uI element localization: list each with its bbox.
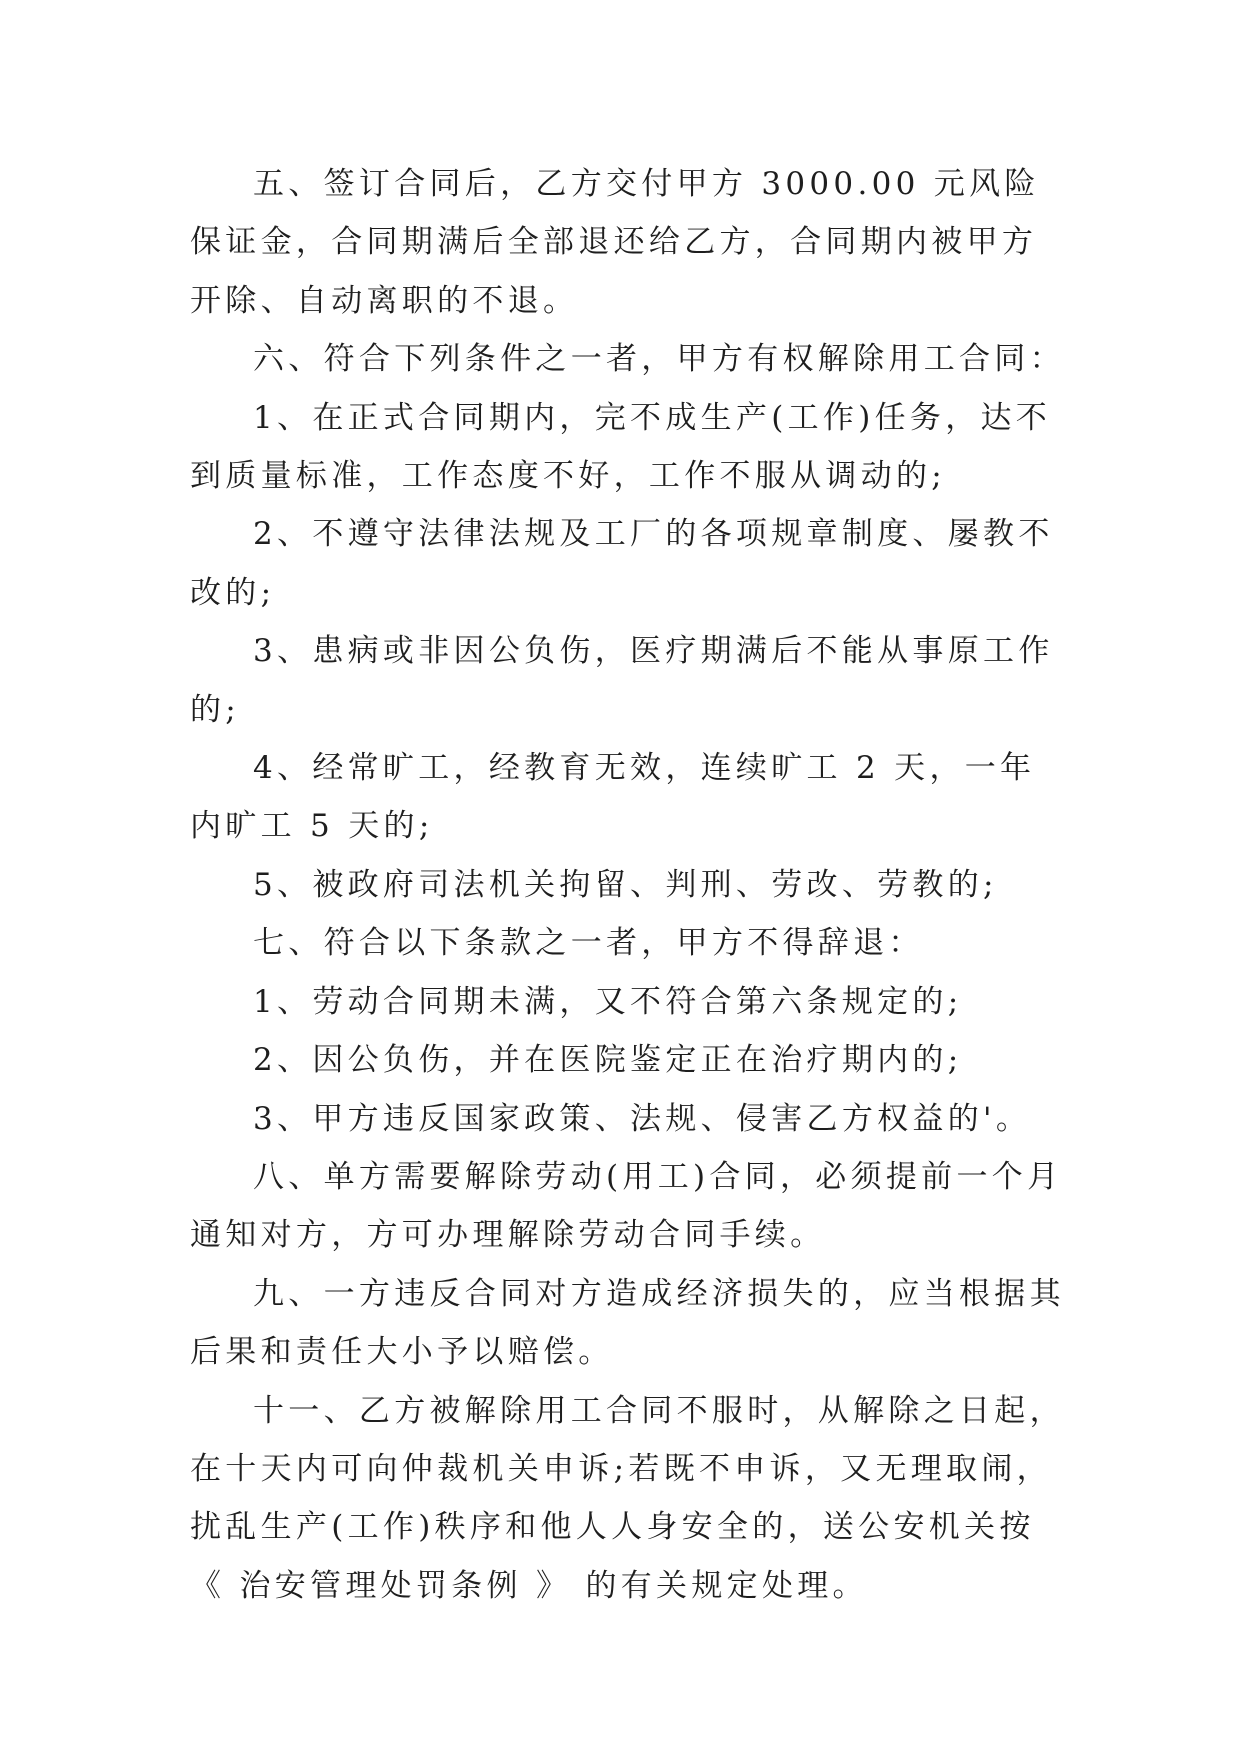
clause-6-item-1: 1、在正式合同期内，完不成生产(工作)任务，达不到质量标准，工作态度不好，工作不服从调动的; (190, 399, 1052, 495)
clause-6-item-5: 5、被政府司法机关拘留、判刑、劳改、劳教的; (253, 866, 998, 903)
document-body (190, 155, 1070, 1615)
clause-6-heading: 六、符合下列条件之一者，甲方有权解除用工合同： (253, 341, 1065, 378)
clause-7-item-1: 1、劳动合同期未满，又不符合第六条规定的; (253, 983, 963, 1020)
clause-9-compensation: 九、一方违反合同对方造成经济损失的，应当根据其后果和责任大小予以赔偿。 (190, 1275, 1065, 1371)
clause-7-item-3: 3、甲方违反国家政策、法规、侵害乙方权益的'。 (253, 1100, 1032, 1137)
clause-11-appeal: 十一、乙方被解除用工合同不服时，从解除之日起，在十天内可向仲裁机关申诉;若既不申诉，又无理取闹，扰乱生产(工作)秩序和他人人身安全的，送公安机关按 《 治安管理处罚条例 》 的有关规定处理。 (190, 1392, 1065, 1604)
clause-6-item-4: 4、经常旷工，经教育无效，连续旷工 2 天，一年内旷工 5 天的; (190, 750, 1036, 845)
clause-7-item-2: 2、因公负伤，并在医院鉴定正在治疗期内的; (253, 1042, 963, 1079)
clause-7-heading: 七、符合以下条款之一者，甲方不得辞退： (253, 925, 924, 962)
clause-8-termination-notice: 八、单方需要解除劳动(用工)合同，必须提前一个月通知对方，方可办理解除劳动合同手续。 (190, 1158, 1063, 1254)
clause-6-item-2: 2、不遵守法律法规及工厂的各项规章制度、屡教不改的; (190, 516, 1054, 611)
clause-6-item-3: 3、患病或非因公负伤，医疗期满后不能从事原工作的; (190, 633, 1054, 728)
clause-5-deposit: 五、签订合同后，乙方交付甲方 3000.00 元风险保证金，合同期满后全部退还给乙方，合同期内被甲方开除、自动离职的不退。 (190, 166, 1040, 319)
